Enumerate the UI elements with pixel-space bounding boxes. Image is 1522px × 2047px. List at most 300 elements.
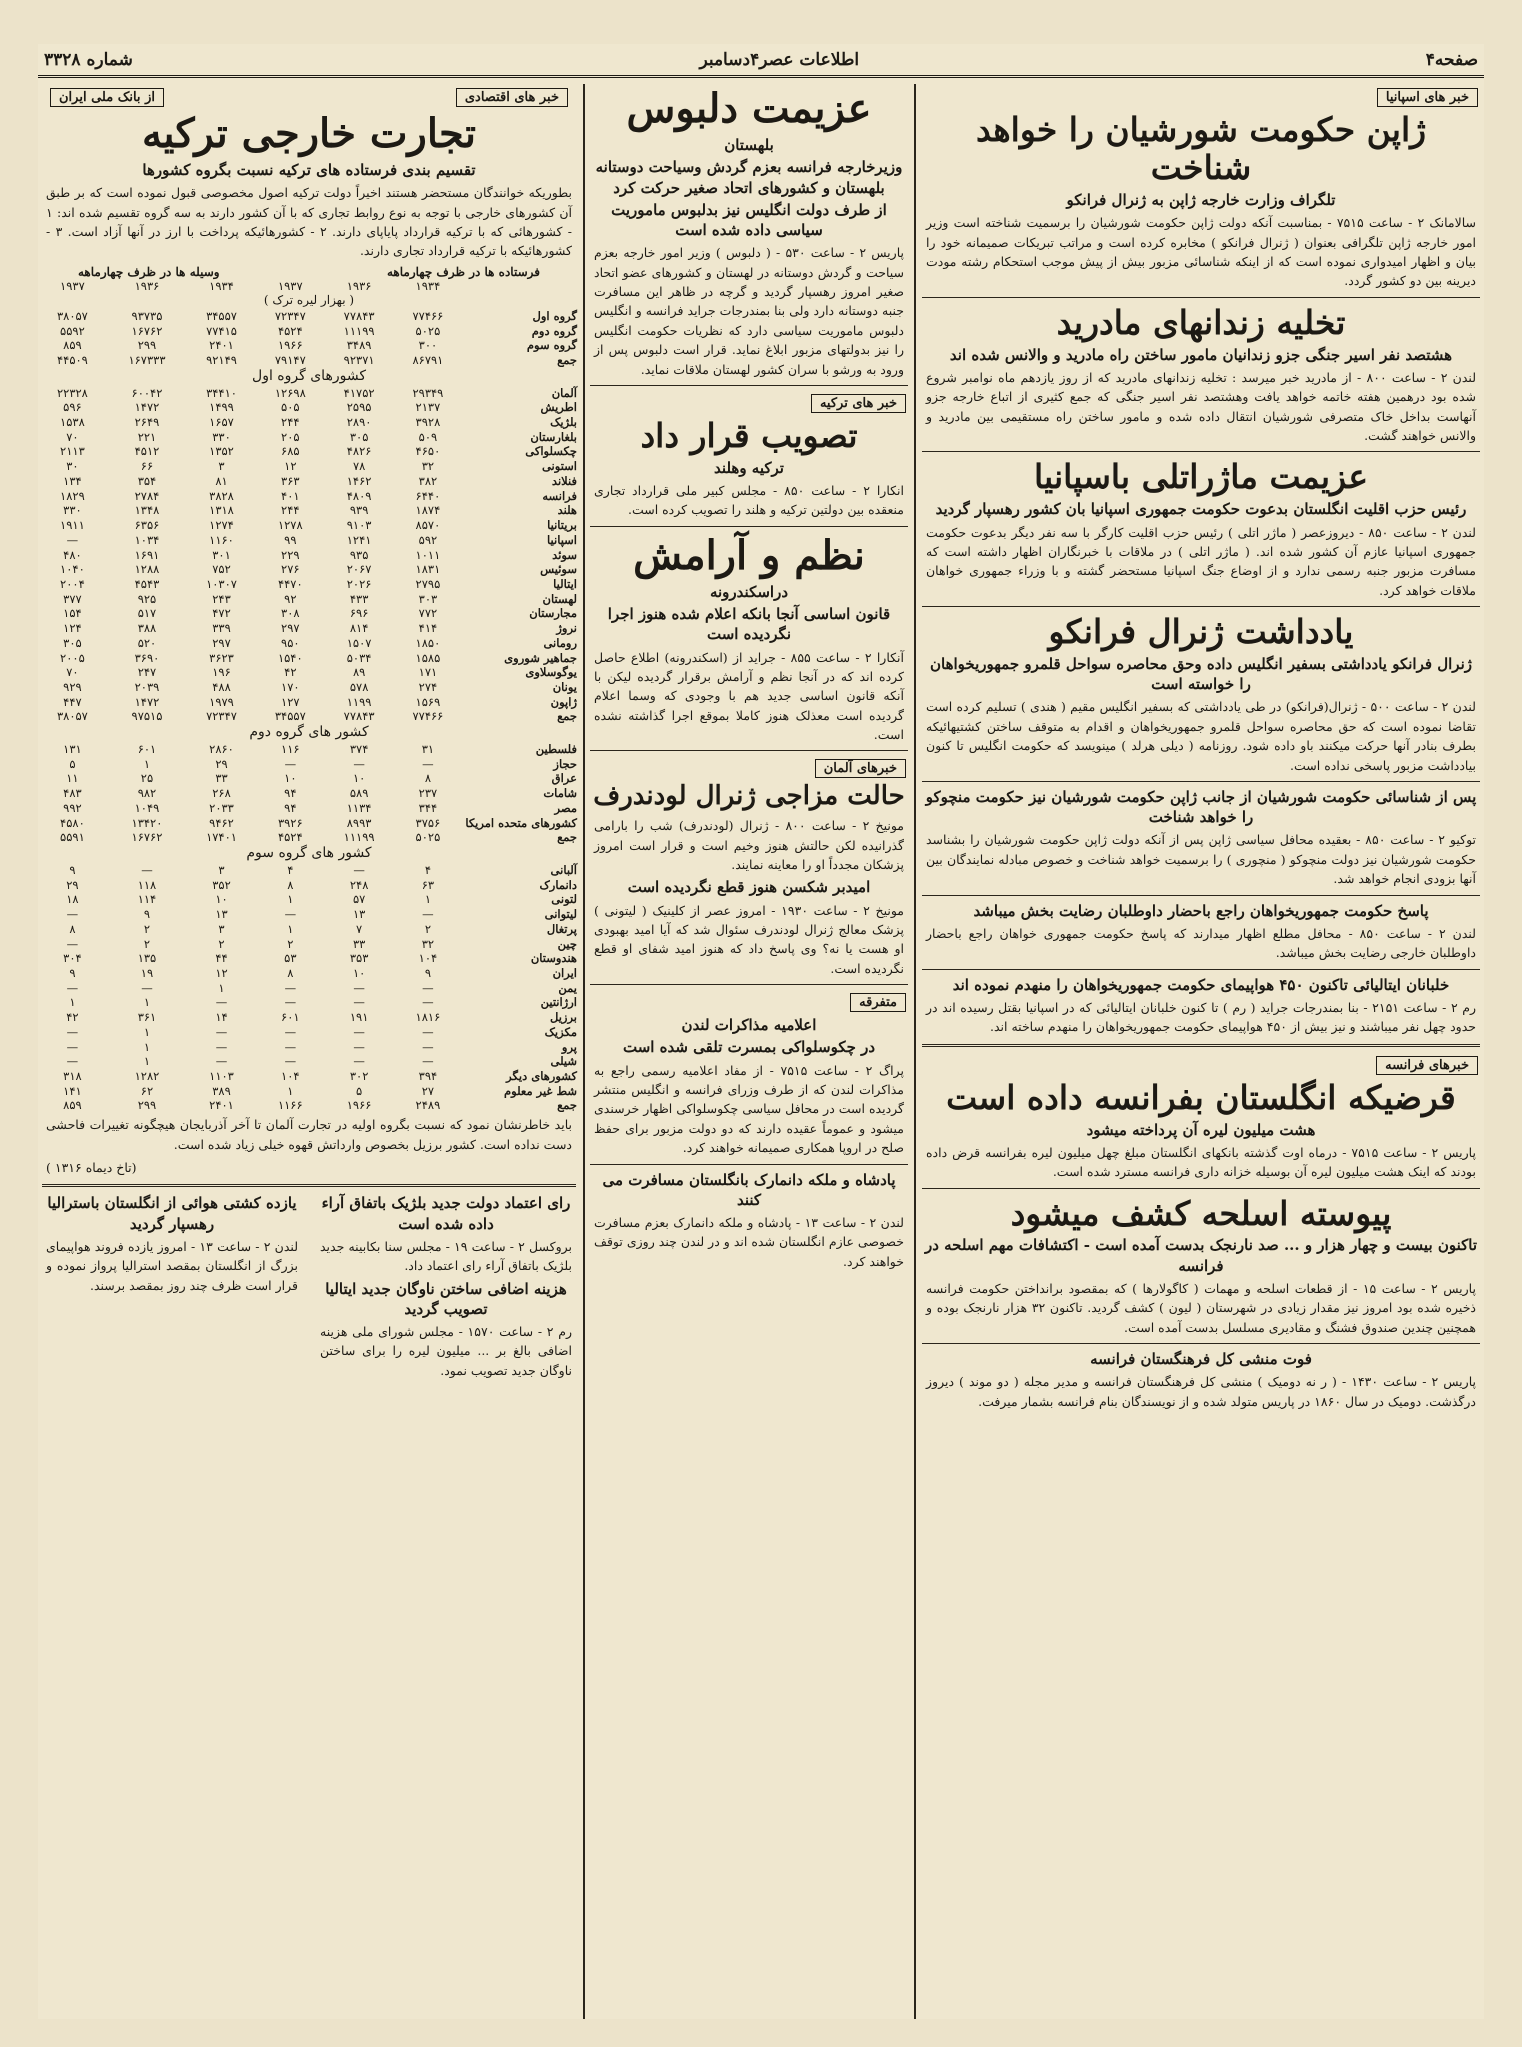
table-cell: ۱۸۷۴ [415, 503, 441, 518]
table-cell: ۲۰۳۹ [134, 679, 160, 694]
table-cell: ۴۸۰۹ [346, 488, 372, 503]
group-label: گروه سوم [526, 338, 577, 353]
table-cell: ۳۰۲ [349, 1069, 369, 1084]
table-cell: ۶۹۶ [349, 606, 369, 621]
table-cell: — [284, 907, 297, 922]
table-cell: ۵۷ [352, 892, 366, 907]
table-cell: ۳۰۱ [212, 547, 231, 562]
table-cell: ۶۸۵ [281, 444, 300, 459]
table-cell: ۱۱۶۰ [209, 532, 234, 547]
table-cell: ۱۲۸۲ [134, 1069, 160, 1084]
table-cell: ۳۸۲ [418, 473, 438, 488]
table-cell: ۲۲۳۲۸ [56, 385, 88, 400]
year-cell: ۱۹۳۷ [60, 278, 85, 293]
summary-row [38, 309, 580, 324]
table-row [38, 474, 580, 489]
table-cell: ۱ [143, 1024, 151, 1039]
country-label: مکزیک [544, 1024, 577, 1039]
table-cell: ۲۴۰۱ [209, 338, 234, 353]
table-cell: ۶۰۱ [281, 1010, 300, 1025]
table-cell: ۳۰ [66, 459, 79, 474]
table-cell: ۴۱۷۵۲ [343, 385, 375, 400]
headline-england-loan: قرضیکه انگلستان بفرانسه داده است [946, 1077, 1456, 1117]
table-cell: ۱۴۹۹ [209, 400, 234, 415]
divider [922, 297, 1480, 298]
table-cell: ۴۷۲ [212, 606, 231, 621]
table-cell: ۲۲۱ [137, 429, 157, 444]
table-cell: — [353, 1039, 365, 1054]
table-cell: ۱۴۱ [63, 1083, 82, 1098]
country-label: برزیل [549, 1010, 577, 1025]
table-cell: ۵۳ [284, 951, 297, 966]
group3-title: کشور های گروه سوم [246, 845, 372, 862]
table-cell: ۷۲۳۴۷ [274, 308, 306, 323]
paper-title: اطلاعات عصر۴دسامبر [699, 49, 860, 70]
table-cell: ۱۸۲۹ [60, 488, 85, 503]
table-cell: ۱۲۷۴ [209, 518, 234, 533]
table-cell: ۳۷۵۶ [415, 815, 441, 830]
table-cell: ۴۸۰ [63, 547, 82, 562]
divider [922, 969, 1480, 970]
article-body: انکارا ۲ - ساعت ۸۵۰ - مجلس کبیر ملی قرارداد تجاری منعقده بین دولتین ترکیه و هلند را تصویب کرده است. [594, 483, 904, 518]
table-cell: ۲۸۶۰ [209, 742, 234, 757]
subheadline: بلهستان [724, 136, 774, 154]
table-cell: ۲ [143, 921, 151, 936]
table-cell: ۹۹ [284, 532, 297, 547]
table-cell: ۱۹ [140, 966, 154, 981]
section-label-turkey: خبر های ترکیه [811, 394, 906, 413]
table-row [38, 533, 580, 548]
table-cell: ۱ [424, 892, 431, 907]
table-cell: ۴۴۷ [63, 694, 82, 709]
table-cell: — [215, 995, 228, 1010]
subheadline: قانون اساسی آنجا بانکه اعلام شده هنوز اجرا نگردیده است [607, 605, 891, 644]
table-cell: ۱۲۴۱ [346, 532, 372, 547]
divider [42, 1184, 576, 1187]
table-row [38, 771, 580, 786]
table-row [38, 459, 580, 474]
year-cell: ۱۹۳۷ [277, 278, 303, 293]
middle-news-column [586, 84, 912, 2019]
article-body: پاریس ۲ - ساعت ۱۵ - از قطعات اسلحه و مهمات ( کاگولارها ) که بمقصود برانداختن حکومت فرانسه ذخیره شده بود امروز نیز مقدار زیادی در شهرستان ( لیون ) کشف گردید. تاکنون ۳۲ هزار نارنجک بوده و همچنین چندین صندوق فشنگ و مقادیری مسلسل بدست آمده است. [926, 1280, 1476, 1335]
divider [590, 750, 908, 751]
country-label: فرانسه [542, 488, 577, 503]
table-cell: — [422, 1054, 434, 1069]
table-cell: ۱۲۸۸ [134, 562, 160, 577]
country-label: هندوستان [530, 951, 577, 966]
table-cell: ۵۰۹ [418, 429, 438, 444]
column-divider [914, 84, 916, 2019]
country-label: حجاز [553, 756, 577, 771]
table-cell: ۳۷۷ [63, 591, 82, 606]
table-cell: ۳ [218, 459, 225, 474]
table-cell: ۶۳۵۶ [134, 518, 160, 533]
table-cell: — [422, 995, 434, 1010]
subheadline: ترکیه وهلند [714, 458, 784, 477]
table-cell: ۲۷۹۵ [415, 576, 441, 591]
table-cell: ۸۹۹۳ [346, 815, 372, 830]
article-body: مونیخ ۲ - ساعت ۸۰۰ - ژنرال (لودندرف) شب را بارامی گذرانیده لکن حالتش هنوز وخیم است و قرار است امروز پزشکان مجدداً او را معاینه نمایند. [594, 818, 904, 873]
table-cell: ۳۲ [421, 936, 435, 951]
table-cell: ۱۲۴ [63, 621, 82, 636]
table-cell: ۲ [143, 936, 151, 951]
table-cell: ۱۱۱۹۹ [343, 323, 375, 338]
year-cell: ۱۹۳۴ [209, 278, 234, 293]
divider [922, 895, 1480, 896]
article-body: لندن ۲ - ساعت ۱۳ - پادشاه و ملکه دانمارک بعزم مسافرت خصوصی عازم انگلستان شده اند و در لندن چند روزی توقف خواهند کرد. [594, 1215, 904, 1269]
divider [922, 606, 1480, 607]
table-row [38, 562, 580, 577]
table-cell: ۱۷۱ [418, 665, 438, 680]
country-label: یونان [552, 679, 577, 694]
table-row [38, 1084, 580, 1099]
table-row [38, 830, 580, 845]
table-cell: — [284, 1024, 297, 1039]
country-label: جماهیر شوروی [504, 650, 577, 665]
table-cell: ۱۱۳۴ [346, 800, 372, 815]
table-cell: ۴۲ [284, 665, 297, 680]
table-cell: ۱۵۰۷ [346, 635, 372, 650]
page-number: صفحه۴ [1425, 49, 1478, 70]
country-label: ارژانتین [540, 995, 577, 1010]
table-cell: ۱۰۳۴ [134, 532, 160, 547]
year-header-row [38, 279, 580, 294]
table-row [38, 415, 580, 430]
table-cell: — [422, 1039, 434, 1054]
country-label: یوگوسلاوی [525, 665, 577, 680]
table-cell: ۵ [356, 1083, 363, 1098]
table-cell: ۳۳ [352, 936, 366, 951]
table-row [38, 863, 580, 878]
headline-manchukuo: پس از شناسائی حکومت شورشیان از جانب ژاپن حکومت شورشیان نیز حکومت منچوکو را خواهد شناخت [925, 787, 1477, 827]
country-label: مجارستان [529, 606, 577, 621]
country-label: لتونی [551, 892, 577, 907]
table-cell: ۶۳ [421, 877, 435, 892]
subheadline: از طرف دولت انگلیس نیز بدلبوس ماموریت سیاسی داده شده است [611, 200, 887, 239]
table-cell: ۱۸ [66, 892, 79, 907]
country-label: استونی [541, 459, 577, 474]
table-cell: ۱۰۴ [418, 951, 438, 966]
table-cell: — [353, 862, 365, 877]
table-cell: ۹۲۳۷۱ [343, 352, 375, 367]
country-label: اسپانیا [547, 532, 577, 547]
table-cell: ۳۳۰ [63, 503, 82, 518]
headline-ludendorff-health: حالت مزاجی ژنرال لودندرف [593, 781, 905, 812]
table-cell: ۳۱ [421, 742, 435, 757]
table-row [38, 695, 580, 710]
table-row [38, 548, 580, 563]
table-cell: — [422, 1024, 434, 1039]
table-cell: ۱۱۶۶ [277, 1098, 303, 1113]
table-cell: ۳۲ [421, 459, 435, 474]
headline-order-calm: نظم و آرامش [633, 531, 865, 579]
table-cell: ۳۹۲۶ [277, 815, 303, 830]
table-row [38, 995, 580, 1010]
country-label: چین [557, 936, 577, 951]
table-cell: ۳۱۸ [63, 1069, 82, 1084]
table-cell: ۱ [143, 995, 151, 1010]
table-cell: ۱۰ [352, 771, 366, 786]
country-label: اطریش [540, 400, 577, 415]
table-cell: ۱۴۷۲ [134, 400, 160, 415]
table-cell: ۷ [356, 921, 363, 936]
table-cell: ۳۶۹۰ [134, 650, 160, 665]
table-cell: ۱۳۵۲ [209, 444, 234, 459]
table-cell: ۲۰۵ [281, 429, 300, 444]
table-row [38, 1010, 580, 1025]
country-label: شامات [543, 786, 577, 801]
subheadline: تلگراف وزارت خارجه ژاپن به ژنرال فرانکو [1066, 190, 1336, 209]
article-body: پاریس ۲ - ساعت ۱۴۳۰ - ( ر نه دومیک ) منشی کل فرهنگستان فرانسه و مدیر مجله ( دو موند ) دیروز درگذشت. دومیک در سال ۱۸۶۰ در پاریس متولد شده و از نویسندگان بنام فرانسه بشمار میرفت. [926, 1374, 1476, 1409]
table-cell: ۴۳۳ [349, 591, 369, 606]
table-cell: ۴۵۸۰ [60, 815, 85, 830]
table-cell: ۷۷۴۶۶ [412, 308, 444, 323]
table-cell: ۳۳۹ [212, 621, 231, 636]
subheadline: هشت میلیون لیره آن پرداخته میشود [1086, 1120, 1316, 1139]
table-cell: ۹۳۹ [349, 503, 369, 518]
country-label: آلمان [551, 385, 577, 400]
table-cell: ۱۵۸۵ [415, 650, 441, 665]
article-body: سالامانک ۲ - ساعت ۷۵۱۵ - بمناسبت آنکه دولت ژاپن حکومت شورشیان را برسمیت شناخته است وزیر امور خارجه ژاپن تلگرافی بعنوان ( ژنرال فرانکو ) مخابره کرده است و مراتب تبریکات صمیمانه خود را بیان و اظهار امیدواری نموده است که از اینکه شناسائی مزبور بیش از پیش موجب استحکام رشته مودت دیرینه بین دو کشور گردد. [926, 215, 1476, 289]
table-cell: ۲۲۹ [281, 547, 300, 562]
section-label-misc: متفرقه [850, 993, 906, 1012]
divider [590, 526, 908, 527]
table-note: باید خاطرنشان نمود که نسبت بگروه اولیه در تجارت آلمان تا آخر آذربایجان هیچگونه تغییرات فاحشی دست نداده است. کشور برزیل بخصوص وارداتش قهوه خیلی زیاد شده است. [46, 1117, 572, 1152]
country-label: بلژیک [550, 415, 577, 430]
table-cell: ۵۰۳۴ [346, 650, 372, 665]
table-cell: ۷۷۴۱۵ [206, 323, 237, 338]
table-cell: — [66, 980, 79, 995]
table-cell: ۴۶۵۰ [415, 444, 441, 459]
table-cell: — [66, 1024, 79, 1039]
subheadline: هشتصد نفر اسیر جنگی جزو زندانیان مامور ساختن راه مادرید و والانس شده اند [949, 345, 1453, 364]
divider [922, 1044, 1480, 1047]
table-cell: ۷۷۸۴۳ [343, 308, 375, 323]
table-cell: ۹ [424, 966, 431, 981]
table-cell: ۳۴۵۵۷ [274, 709, 306, 724]
table-cell: ۲۴۴ [281, 503, 300, 518]
headline-treaty-ratified: تصویب قرار داد [640, 415, 858, 455]
table-cell: ۳۸۰۵۷ [56, 709, 88, 724]
table-cell: ۱۳۱ [63, 742, 82, 757]
table-cell: ۲۵۹۵ [346, 400, 372, 415]
table-cell: ۳۸۹ [212, 1083, 231, 1098]
table-cell: ۹۴۶۲ [209, 815, 234, 830]
table-row [38, 922, 580, 937]
table-cell: ۱۳۵ [137, 951, 157, 966]
table-cell: ۳۵۳ [349, 951, 369, 966]
table-cell: ۲۹ [66, 877, 79, 892]
table-cell: ۲۰۰۵ [60, 650, 85, 665]
newspaper-page [38, 44, 1484, 2019]
table-cell: ۴۱۴ [418, 621, 438, 636]
table-cell: ۷۰ [66, 429, 79, 444]
table-cell: — [141, 862, 153, 877]
table-cell: ۲۹۷ [281, 621, 300, 636]
table-cell: ۱۵۴۰ [277, 650, 303, 665]
headline-japan-recognition: ژاپن حکومت شورشیان را خواهد شناخت [975, 110, 1427, 187]
table-cell: ۳۰۰ [418, 338, 438, 353]
table-cell: — [353, 995, 365, 1010]
table-cell: ۹۳۵ [349, 547, 369, 562]
article-body: لندن ۲ - ساعت ۵۰۰ - ژنرال(فرانکو) در طی یادداشتی که بسفیر انگلیس مقیم ( هندی ) تسلیم کرده است تقاضا نموده است که حق محاصره سواحل قلمرو جمهوریخواهان و اقدام به متوقف ساختن کشتیهائیکه بطرف بنادر آنها حرکت میکنند باو داده شود. روزنامه ( دیلی هرلد ) مینویسد که حکومت انگلیس تا کنون بیادداشت مزبور پاسخی نداده است. [926, 699, 1476, 773]
article-body: رم ۲ - ساعت ۱۵۷۰ - مجلس شورای ملی هزینه اضافی بالغ بر ... میلیون لیره را برای ساختن ناوگان جدید تصویب نمود. [320, 1324, 572, 1378]
country-label: فلسطین [535, 742, 577, 757]
headline-italian-pilots: خلبانان ایتالیائی تاکنون ۴۵۰ هواپیمای حکومت جمهوریخواهان را منهدم نموده اند [952, 975, 1450, 994]
country-label: ژاپون [550, 694, 577, 709]
table-cell: ۱۶۹۱ [134, 547, 160, 562]
country-label: پرتغال [546, 921, 577, 936]
table-cell: ۱۶۷۳۳۳ [128, 352, 166, 367]
table-cell: ۹ [69, 862, 76, 877]
table-cell: ۵۰۲۵ [415, 323, 441, 338]
table-cell: ۱۱۶ [281, 742, 300, 757]
table-cell: — [215, 1024, 228, 1039]
table-cell: ۸۱۴ [349, 621, 369, 636]
table-cell: ۹ [69, 966, 76, 981]
table-cell: ۷۷۲ [418, 606, 438, 621]
article-body: پاریس ۲ - ساعت ۷۵۱۵ - درماه اوت گذشته بانکهای انگلستان مبلغ چهل میلیون لیره بفرانسه قرض داده بودند که اینک هشت میلیون لیره آن بوسیله خزانه داری فرانسه مسترد شده است. [926, 1144, 1476, 1180]
table-cell: ۳۹۴ [418, 1069, 438, 1084]
table-cell: ۳۸۰۵۷ [56, 308, 88, 323]
table-cell: ۱۲ [215, 966, 228, 981]
country-label: کشورهای متحده امریکا [465, 815, 577, 830]
table-caption-imports: وسیله ها در ظرف چهارماهه [78, 264, 220, 279]
table-cell: ۱۰۴۰ [60, 562, 85, 577]
table-cell: ۱۲ [284, 459, 297, 474]
table-cell: ۶۴۴۰ [415, 488, 441, 503]
table-cell: ۸۵۷۰ [415, 518, 441, 533]
headline-turkey-trade: تجارت خارجی ترکیه [141, 110, 477, 157]
country-label: لهستان [542, 591, 577, 606]
table-cell: ۳ [218, 862, 225, 877]
table-cell: ۵۵۹۲ [60, 323, 85, 338]
table-row [38, 518, 580, 533]
short-news-row [38, 1192, 580, 1382]
country-label: جمع [557, 830, 577, 845]
subheadline: دراسکندرونه [709, 582, 789, 601]
table-cell: ۴۵۴۳ [134, 576, 160, 591]
table-cell: ۳۰۴ [63, 951, 82, 966]
table-cell: ۵۹۲ [418, 532, 438, 547]
table-cell: ۲۶۴۹ [134, 415, 160, 430]
table-cell: — [422, 756, 434, 771]
table-cell: — [66, 1054, 79, 1069]
country-label: آلبانی [550, 862, 577, 877]
table-cell: ۳ [218, 921, 225, 936]
divider [922, 451, 1480, 452]
headline-aircraft: یازده کشتی هوائی از انگلستان باسترالیا رهسپار گردید [47, 1194, 297, 1233]
table-cell: ۴ [424, 862, 431, 877]
table-row [38, 816, 580, 831]
table-row [38, 742, 580, 757]
table-cell: ۱۲۷۸ [277, 518, 303, 533]
table-cell: ۳۳ [215, 771, 228, 786]
table-cell: ۲۰۰۴ [60, 576, 85, 591]
table-row [38, 651, 580, 666]
table-cell: ۳۵۴ [137, 473, 157, 488]
table-cell: — [284, 756, 297, 771]
subheadline: وزیرخارجه فرانسه بعزم گردش وسیاحت دوستانه بلهستان و کشورهای اتحاد صغیر حرکت کرد [595, 158, 903, 197]
table-cell: ۳۶۲۳ [209, 650, 234, 665]
table-cell: ۲۶۸ [212, 786, 231, 801]
table-cell: ۳۳۰ [212, 429, 231, 444]
section-label-france: خبرهای فرانسه [1376, 1056, 1478, 1075]
table-cell: ۳۴۸۹ [346, 338, 372, 353]
article-body: رم ۲ - ساعت ۲۱۵۱ - بنا بمندرجات جراید ( رم ) تا کنون خلبانان ایتالیائی که در اسپانیا بقتل رسیده اند در حدود چهل نفر میباشند و نیز بیش از ۴۵۰ هواپیمای حکومت جمهوریخواهان را منهدم ساخته اند. [926, 999, 1476, 1035]
table-cell: — [66, 907, 79, 922]
table-cell: ۹۲ [284, 591, 297, 606]
table-cell: ۲۴۸ [349, 877, 369, 892]
table-cell: ۱۶۷۶۲ [131, 323, 163, 338]
table-cell: ۲۴۰۱ [209, 1098, 234, 1113]
column-divider [583, 84, 585, 2019]
table-cell: ۱۳ [215, 907, 228, 922]
country-label: ایتالیا [553, 576, 577, 591]
table-cell: ۸۵۹ [63, 338, 82, 353]
headline-academy-secretary: فوت منشی کل فرهنگستان فرانسه [1090, 1350, 1312, 1369]
group2-title: کشور های گروه دوم [249, 724, 369, 741]
country-label: جمع [557, 709, 577, 724]
table-cell: — [353, 1024, 365, 1039]
table-row [38, 786, 580, 801]
table-cell: ۴۴ [215, 951, 228, 966]
table-cell: ۱۱۴ [137, 892, 157, 907]
table-cell: ۴۸۲۶ [346, 444, 372, 459]
table-cell: ۴۸۸ [212, 679, 231, 694]
divider [922, 1343, 1480, 1344]
table-row [38, 430, 580, 445]
table-cell: ۹۷۵۱۵ [131, 709, 163, 724]
table-cell: ۱۴۷۲ [134, 694, 160, 709]
table-cell: ۱۱۱۹۹ [343, 830, 375, 845]
table-cell: ۹۸۲ [137, 786, 157, 801]
table-cell: ۱۳۴۲۰ [131, 815, 163, 830]
country-label: بریتانیا [547, 518, 577, 533]
table-cell: ۷۸ [352, 459, 366, 474]
table-cell: ۳۰۵ [63, 635, 82, 650]
table-cell: ۲۴۸۹ [415, 1098, 441, 1113]
headline-madrid-prisons: تخلیه زندانهای مادرید [1056, 302, 1346, 342]
table-cell: ۹۲۱۴۹ [206, 352, 237, 367]
table-row [38, 386, 580, 401]
country-label: نروژ [556, 621, 577, 636]
table-row [38, 1098, 580, 1113]
headline-danish-king: پادشاه و ملکه دانمارک بانگلستان مسافرت می کنند [602, 1170, 896, 1209]
table-cell: ۸۹ [352, 665, 366, 680]
table-cell: ۸۵۹ [63, 1098, 82, 1113]
year-cell: ۱۹۳۶ [134, 278, 160, 293]
country-label: ایران [552, 966, 577, 981]
table-cell: ۹ [143, 907, 151, 922]
subheadline: ژنرال فرانکو یادداشتی بسفیر انگلیس داده وحق محاصره سواحل قلمرو جمهوریخواهان را خواسته است [930, 654, 1472, 694]
table-row [38, 907, 580, 922]
table-cell: ۱۹۶ [212, 665, 231, 680]
table-cell: ۹۴ [284, 786, 297, 801]
table-cell: ۱ [69, 995, 76, 1010]
table-cell: ۲ [218, 936, 225, 951]
article-body: بطوریکه خوانندگان مستحضر هستند اخیراً دولت ترکیه اصول مخصوصی قبول نموده است که بر طبق آن کشورهای خارجی با توجه به نوع روابط تجاری که با آن کشور دارند به سه گروه تقسیم شده اند: ۱ - کشورهائی که با ترکیه قرارداد پایاپای دارند. ۲ - کشورهائیکه پرداخت با ارز در آنها آزاد است. ۳ - کشورهائیکه با ترکیه قرارداد تجاری دارند. [46, 185, 572, 259]
country-label: کشورهای دیگر [506, 1069, 577, 1084]
table-cell: ۴۵۲۴ [277, 323, 303, 338]
table-cell: ۵ [69, 756, 76, 771]
group-label: گروه اول [532, 308, 577, 323]
table-cell: ۳۴۴۱۰ [206, 385, 237, 400]
table-cell: ۹۵۰ [281, 635, 300, 650]
table-cell: ۱۹۶۶ [277, 338, 303, 353]
table-cell: ۷۷۸۴۳ [343, 709, 375, 724]
table-cell: ۲ [287, 936, 294, 951]
